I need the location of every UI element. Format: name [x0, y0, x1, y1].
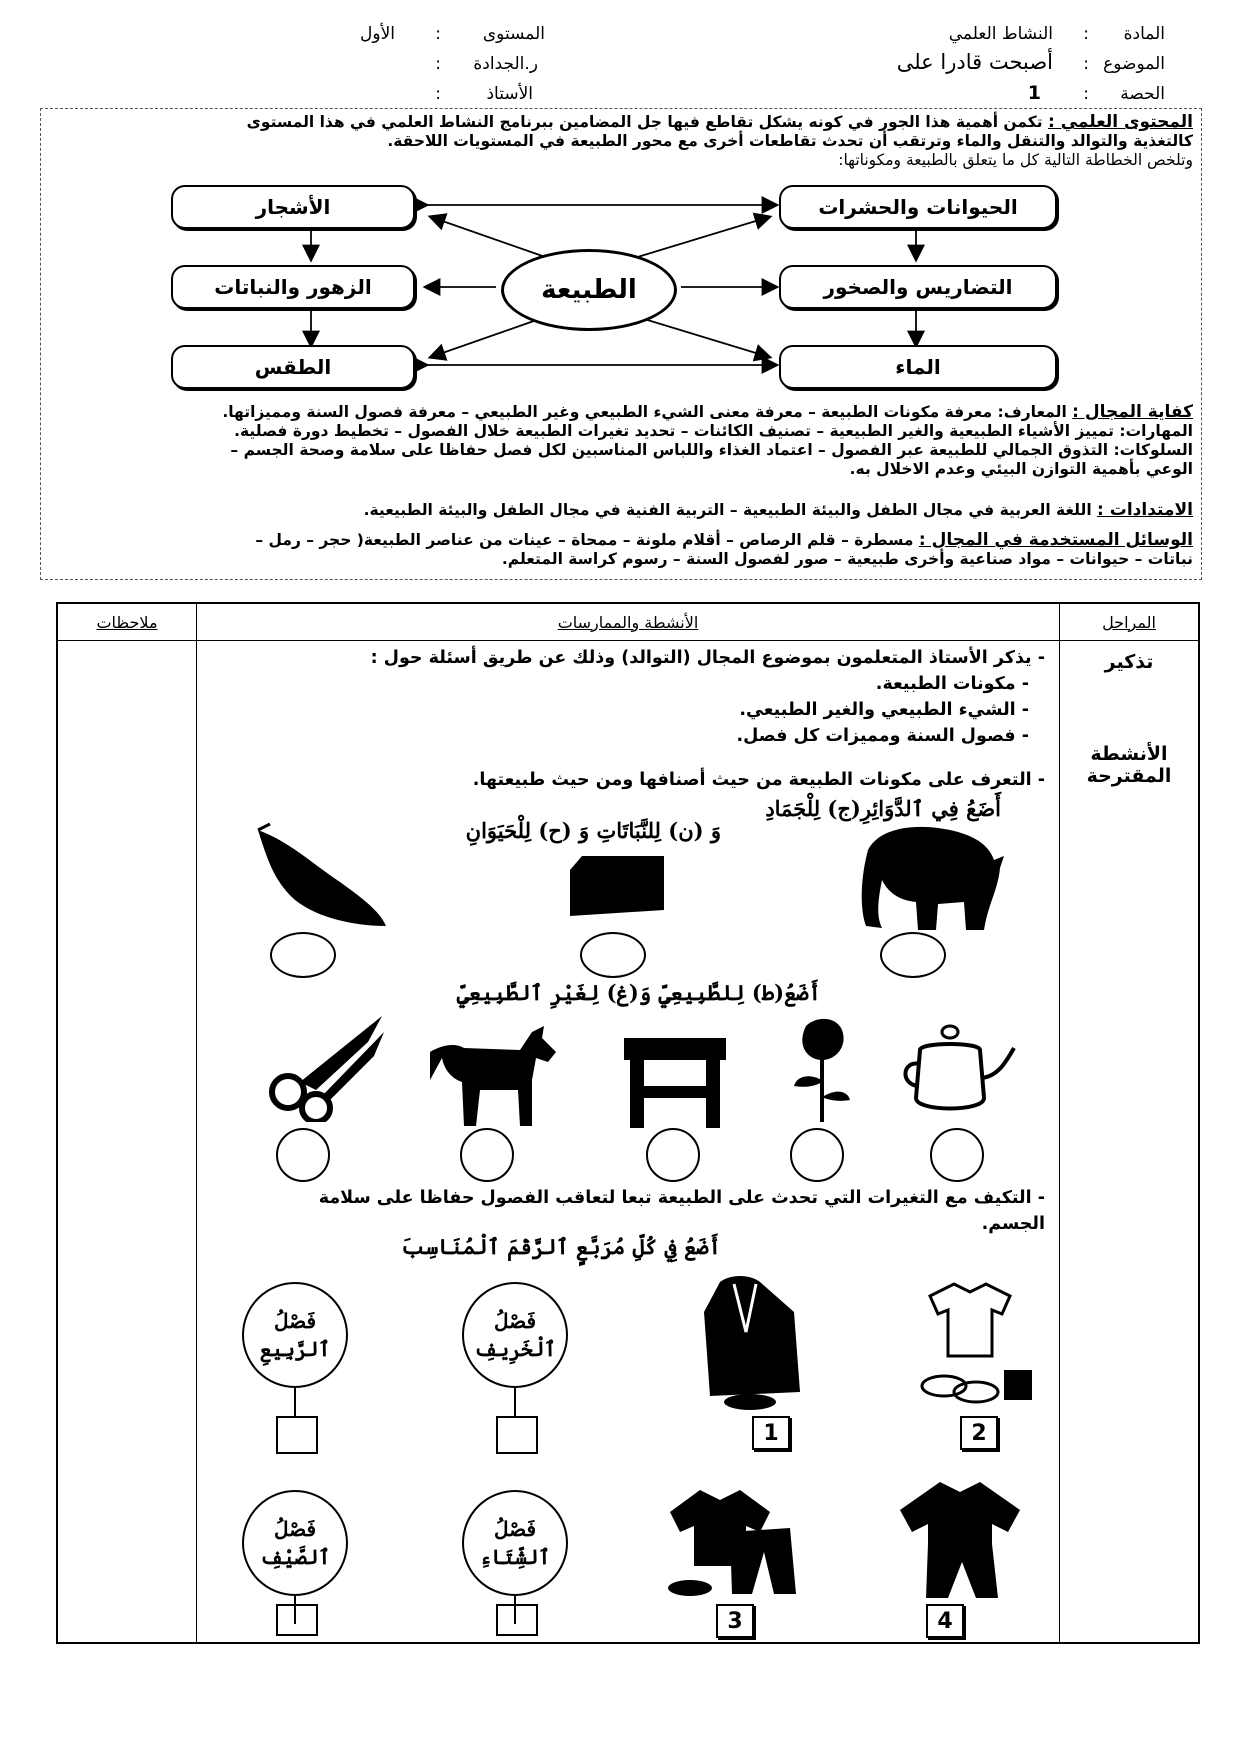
extensions-title: الامتدادات :: [1097, 500, 1193, 520]
season-winter: [462, 1490, 568, 1596]
tools-line2: نباتات – حيوانات – مواد صناعية وأخرى طبيعية – صور لفصول السنة – رسوم كراسة المتعلم.: [501, 550, 1193, 568]
colon: :: [1083, 84, 1089, 104]
node-terrain: التضاريس والصخور: [779, 265, 1057, 309]
season-autumn-word: فَصْلُ: [493, 1309, 537, 1333]
stages-cell: [1060, 641, 1200, 1644]
adapt-line2: الجسم.: [981, 1214, 1045, 1234]
season-summer-name: ٱلصَّيْفِ: [259, 1545, 331, 1569]
autumn-clothes-icon: [660, 1482, 800, 1602]
season-autumn-name: ٱلْخَرِيفِ: [473, 1337, 557, 1361]
horse-icon: [420, 1022, 560, 1132]
season-autumn: [462, 1282, 568, 1388]
tools-line1: مسطرة – قلم الرصاص – أقلام ملونة – ممحاة – عينات من عناصر الطبيعة( حجر – رمل –: [255, 531, 914, 549]
extensions-text: اللغة العربية في مجال الطفل والبيئة الطبيعية – التربية الفنية في مجال الطفل والبيئة الطبيعية.: [363, 501, 1092, 519]
answer-square-autumn[interactable]: [496, 1416, 538, 1454]
colon: :: [435, 54, 441, 74]
instruction3: أَضَعُ فِي كُلِّ مُرَبَّعٍ ٱلرَّقْمَ ٱلْمُنَاسِبَ: [401, 1234, 721, 1259]
recall-intro: - يذكر الأستاذ المتعلمون بموضوع المجال (التوالد) وذلك عن طريق أسئلة حول :: [370, 648, 1045, 668]
picture-number-1: 1: [752, 1416, 790, 1450]
instruction1-line1: أَضَعُ فِي ٱلدَّوَائِرِ(ج) لِلْجَمَادِ: [765, 796, 1001, 821]
answer-square-winter[interactable]: [496, 1604, 538, 1636]
leaf-icon: [250, 822, 390, 932]
competence-line3: السلوكات: التذوق الجمالي للطبيعة عبر الفصول – اعتماد الغذاء واللباس المناسبين لكل فصل حفاظا على سلامة وصحة الجسم –: [230, 441, 1193, 459]
rose-icon: [786, 1016, 856, 1126]
topic-label: الموضوع: [1103, 54, 1165, 74]
stone-block-icon: [560, 852, 670, 922]
colon: :: [1083, 24, 1089, 44]
answer-square-summer[interactable]: [276, 1604, 318, 1636]
extensions-paragraph: [53, 501, 1193, 520]
node-nature-center: الطبيعة: [501, 249, 677, 331]
spring-clothes-icon: [880, 1474, 1030, 1602]
teapot-icon: [898, 1022, 1018, 1122]
elephant-icon: [838, 820, 1008, 938]
answer-circle-stool[interactable]: [646, 1128, 700, 1182]
answer-oval-leaf[interactable]: [270, 932, 336, 978]
teacher-label: الأستاذ: [486, 84, 533, 104]
stem: [294, 1386, 296, 1416]
season-winter-name: ٱلشِّتَاءِ: [479, 1545, 551, 1569]
recall-item2: - الشيء الطبيعي والغير الطبيعي.: [739, 700, 1029, 720]
season-summer: [242, 1490, 348, 1596]
intro-line2: كالتغذية والتوالد والتنقل والماء وترتقب أن تحدث تقاطعات أخرى مع محور الطبيعة في المستويات اللاحقة.: [387, 132, 1193, 150]
competence-line1: المعارف: معرفة مكونات الطبيعة – معرفة معنى الشيء الطبيعي وغير الطبيعي – معرفة فصول السنة ومميزاتها.: [222, 403, 1067, 421]
colon: :: [435, 84, 441, 104]
colon: :: [1083, 54, 1089, 74]
subject-label: المادة: [1123, 24, 1165, 44]
instruction2: أَضَعُ(ط) لِلطَّبِيعِيِّ وَ(غ) لِغَيْرِ ٱلطَّبِيعِيِّ: [456, 980, 821, 1005]
competence-title: كفاية المجال :: [1072, 402, 1193, 422]
picture-number-2: 2: [960, 1416, 998, 1450]
col-activities: الأنشطة والممارسات: [197, 603, 1060, 641]
node-weather: الطقس: [171, 345, 415, 389]
stage-recall: تذكير: [1104, 651, 1154, 673]
level-label: المستوى: [482, 24, 545, 44]
session-value: 1: [1027, 82, 1041, 104]
identify-text: - التعرف على مكونات الطبيعة من حيث أصنافها ومن حيث طبيعتها.: [472, 770, 1045, 790]
picture-number-3: 3: [716, 1604, 754, 1638]
season-spring: [242, 1282, 348, 1388]
stool-icon: [620, 1032, 730, 1132]
answer-oval-stone[interactable]: [580, 932, 646, 978]
col-notes: ملاحظات: [57, 603, 197, 641]
colon: :: [435, 24, 441, 44]
season-winter-word: فَصْلُ: [493, 1517, 537, 1541]
answer-circle-horse[interactable]: [460, 1128, 514, 1182]
stem: [514, 1386, 516, 1416]
instruction1-line2: وَ (ن) لِلنَّبَاتَاتِ وَ (ح) لِلْحَيَوَانِ: [465, 818, 721, 843]
season-spring-word: فَصْلُ: [273, 1309, 317, 1333]
answer-circle-rose[interactable]: [790, 1128, 844, 1182]
intro-line1: تكمن أهمية هذا الجور في كونه يشكل تقاطع فيها جل المضامين ببرنامج النشاط العلمي في هذا المستوى: [246, 113, 1043, 131]
competence-line4: الوعي بأهمية التوازن البيئي وعدم الاخلال به.: [849, 460, 1193, 478]
scientific-content-box: [40, 108, 1202, 580]
answer-circle-teapot[interactable]: [930, 1128, 984, 1182]
season-summer-word: فَصْلُ: [273, 1517, 317, 1541]
answer-circle-scissors[interactable]: [276, 1128, 330, 1182]
node-flowers: الزهور والنباتات: [171, 265, 415, 309]
picture-number-4: 4: [926, 1604, 964, 1638]
stage-proposed-line1: الأنشطة: [1090, 743, 1168, 765]
stage-proposed-line2: المقترحة: [1086, 765, 1172, 787]
session-label: الحصة: [1120, 84, 1165, 104]
recall-item3: - فصول السنة ومميزات كل فصل.: [736, 726, 1029, 746]
adapt-line1: - التكيف مع التغيرات التي تحدث على الطبيعة تبعا لتعاقب الفصول حفاظا على سلامة: [318, 1188, 1045, 1208]
level-value: الأول: [360, 24, 395, 44]
col-stages: المراحل: [1060, 603, 1200, 641]
summer-clothes-icon: [910, 1276, 1040, 1416]
node-animals: الحيوانات والحشرات: [779, 185, 1057, 229]
competence-line2: المهارات: تمييز الأشياء الطبيعية والغير الطبيعية – تصنيف الكائنات – تحديد تغيرات الطبيعة خلال الفصول – تخطيط دورة فصلية.: [234, 422, 1193, 440]
season-spring-name: ٱلرَّبِيعِ: [259, 1337, 331, 1361]
answer-oval-elephant[interactable]: [880, 932, 946, 978]
winter-coat-icon: [690, 1272, 810, 1412]
recall-item1: - مكونات الطبيعة.: [875, 674, 1029, 694]
node-water: الماء: [779, 345, 1057, 389]
tools-title: الوسائل المستخدمة في المجال :: [918, 530, 1193, 550]
scissors-icon: [258, 1012, 388, 1122]
node-trees: الأشجار: [171, 185, 415, 229]
notes-cell: [57, 641, 197, 1644]
tools-paragraph: [53, 531, 1193, 569]
subject-value: النشاط العلمي: [948, 24, 1053, 44]
intro-title: المحتوى العلمي :: [1047, 112, 1193, 132]
answer-square-spring[interactable]: [276, 1416, 318, 1454]
school-label: ر.الجدادة: [473, 54, 538, 74]
intro-line3: وتلخص الخطاطة التالية كل ما يتعلق بالطبيعة ومكوناتها:: [838, 151, 1193, 169]
competence-paragraph: [53, 403, 1193, 479]
topic-value: أصبحت قادرا على: [896, 50, 1053, 74]
